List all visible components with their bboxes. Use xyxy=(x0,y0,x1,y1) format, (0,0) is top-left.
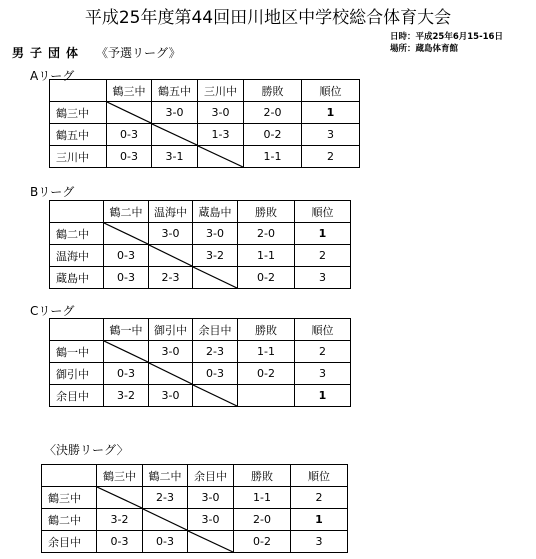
corner-cell xyxy=(50,80,107,102)
header-cell: 順位 xyxy=(291,465,348,487)
header-cell: 温海中 xyxy=(149,201,193,223)
league-c-label: Cリーグ xyxy=(30,304,75,318)
self-match-cell xyxy=(143,509,188,531)
record-cell: 0-2 xyxy=(238,363,295,385)
table-row xyxy=(50,146,360,168)
header-cell: 鶴二中 xyxy=(104,201,149,223)
date-row xyxy=(390,31,503,43)
table-row xyxy=(42,509,348,531)
score-cell: 2-3 xyxy=(149,267,193,289)
record-cell: 1-1 xyxy=(238,341,295,363)
rank-cell: 2 xyxy=(295,245,351,267)
rank-cell: 3 xyxy=(302,124,360,146)
table-row xyxy=(50,223,351,245)
table-row xyxy=(50,124,360,146)
final-league-label: 〈決勝リーグ〉 xyxy=(44,443,129,457)
score-cell: 1-3 xyxy=(198,124,244,146)
header-row xyxy=(50,201,351,223)
record-cell: 2-0 xyxy=(244,102,302,124)
score-cell: 3-0 xyxy=(188,487,234,509)
score-cell: 3-2 xyxy=(97,509,143,531)
score-cell: 0-3 xyxy=(193,363,238,385)
header-cell: 鶴三中 xyxy=(107,80,152,102)
team-name: 余目中 xyxy=(42,531,97,553)
league-b-table xyxy=(49,200,351,289)
header-cell: 勝敗 xyxy=(234,465,291,487)
table-row xyxy=(50,363,351,385)
date-value: ：平成25年6月15-16日 xyxy=(407,32,503,42)
team-name: 鶴五中 xyxy=(50,124,107,146)
table-row xyxy=(50,385,351,407)
rank-cell: 1 xyxy=(302,102,360,124)
record-cell: 0-2 xyxy=(238,267,295,289)
team-name: 鶴一中 xyxy=(50,341,104,363)
header-cell: 勝敗 xyxy=(244,80,302,102)
team-name: 御引中 xyxy=(50,363,104,385)
self-match-cell xyxy=(193,385,238,407)
final-league-table xyxy=(41,464,348,553)
rank-cell: 1 xyxy=(295,385,351,407)
record-cell: 0-2 xyxy=(244,124,302,146)
header-row xyxy=(50,319,351,341)
record-cell: 1-1 xyxy=(234,487,291,509)
header-cell: 御引中 xyxy=(149,319,193,341)
header-row xyxy=(50,80,360,102)
team-name: 温海中 xyxy=(50,245,104,267)
self-match-cell xyxy=(198,146,244,168)
rank-cell: 3 xyxy=(295,267,351,289)
rank-cell: 1 xyxy=(291,509,348,531)
header-cell: 余目中 xyxy=(193,319,238,341)
score-cell: 3-2 xyxy=(193,245,238,267)
score-cell: 2-3 xyxy=(193,341,238,363)
table-row xyxy=(42,487,348,509)
header-cell: 蔵島中 xyxy=(193,201,238,223)
score-cell: 2-3 xyxy=(143,487,188,509)
header-cell: 順位 xyxy=(295,319,351,341)
score-cell: 0-3 xyxy=(107,146,152,168)
score-cell: 0-3 xyxy=(143,531,188,553)
section-subtitle: 《予選リーグ》 xyxy=(96,46,181,60)
header-cell: 鶴五中 xyxy=(152,80,198,102)
score-cell: 3-0 xyxy=(152,102,198,124)
league-a-label: Aリーグ xyxy=(30,69,75,83)
corner-cell xyxy=(50,319,104,341)
score-cell: 3-1 xyxy=(152,146,198,168)
corner-cell xyxy=(42,465,97,487)
self-match-cell xyxy=(188,531,234,553)
self-match-cell xyxy=(97,487,143,509)
team-name: 鶴二中 xyxy=(50,223,104,245)
record-cell: 0-2 xyxy=(234,531,291,553)
self-match-cell xyxy=(107,102,152,124)
header-cell: 余目中 xyxy=(188,465,234,487)
score-cell: 0-3 xyxy=(97,531,143,553)
self-match-cell xyxy=(149,245,193,267)
rank-cell: 3 xyxy=(291,531,348,553)
record-cell xyxy=(238,385,295,407)
header-cell: 勝敗 xyxy=(238,201,295,223)
record-cell: 2-0 xyxy=(238,223,295,245)
section-gender: 男子団体 xyxy=(12,46,85,60)
place-label: 場所 xyxy=(390,44,408,54)
team-name: 鶴三中 xyxy=(42,487,97,509)
page-title: 平成25年度第44回田川地区中学校総合体育大会 xyxy=(84,8,452,28)
rank-cell: 2 xyxy=(302,146,360,168)
section-heading xyxy=(12,44,181,61)
team-name: 余目中 xyxy=(50,385,104,407)
team-name: 鶴二中 xyxy=(42,509,97,531)
rank-cell: 3 xyxy=(295,363,351,385)
team-name: 鶴三中 xyxy=(50,102,107,124)
header-cell: 順位 xyxy=(302,80,360,102)
self-match-cell xyxy=(152,124,198,146)
score-cell: 3-0 xyxy=(149,341,193,363)
league-a-table xyxy=(49,79,360,168)
score-cell: 3-0 xyxy=(198,102,244,124)
score-cell: 3-2 xyxy=(104,385,149,407)
self-match-cell xyxy=(104,341,149,363)
header-cell: 勝敗 xyxy=(238,319,295,341)
header-cell: 三川中 xyxy=(198,80,244,102)
header-cell: 順位 xyxy=(295,201,351,223)
place-value: ：蔵島体育館 xyxy=(407,44,459,54)
event-info xyxy=(390,31,503,55)
rank-cell: 2 xyxy=(291,487,348,509)
corner-cell xyxy=(50,201,104,223)
header-cell: 鶴二中 xyxy=(143,465,188,487)
self-match-cell xyxy=(193,267,238,289)
table-row xyxy=(50,341,351,363)
score-cell: 3-0 xyxy=(149,223,193,245)
header-row xyxy=(42,465,348,487)
table-row xyxy=(50,102,360,124)
table-row xyxy=(50,267,351,289)
rank-cell: 1 xyxy=(295,223,351,245)
league-b-label: Bリーグ xyxy=(30,185,75,199)
team-name: 蔵島中 xyxy=(50,267,104,289)
rank-cell: 2 xyxy=(295,341,351,363)
team-name: 三川中 xyxy=(50,146,107,168)
self-match-cell xyxy=(104,223,149,245)
header-cell: 鶴一中 xyxy=(104,319,149,341)
score-cell: 0-3 xyxy=(104,245,149,267)
score-cell: 3-0 xyxy=(149,385,193,407)
record-cell: 1-1 xyxy=(238,245,295,267)
table-row xyxy=(50,245,351,267)
header-cell: 鶴三中 xyxy=(97,465,143,487)
score-cell: 0-3 xyxy=(104,267,149,289)
score-cell: 0-3 xyxy=(104,363,149,385)
place-row xyxy=(390,43,503,55)
score-cell: 0-3 xyxy=(107,124,152,146)
date-label: 日時 xyxy=(390,32,408,42)
score-cell: 3-0 xyxy=(193,223,238,245)
record-cell: 1-1 xyxy=(244,146,302,168)
record-cell: 2-0 xyxy=(234,509,291,531)
score-cell: 3-0 xyxy=(188,509,234,531)
league-c-table xyxy=(49,318,351,407)
table-row xyxy=(42,531,348,553)
self-match-cell xyxy=(149,363,193,385)
